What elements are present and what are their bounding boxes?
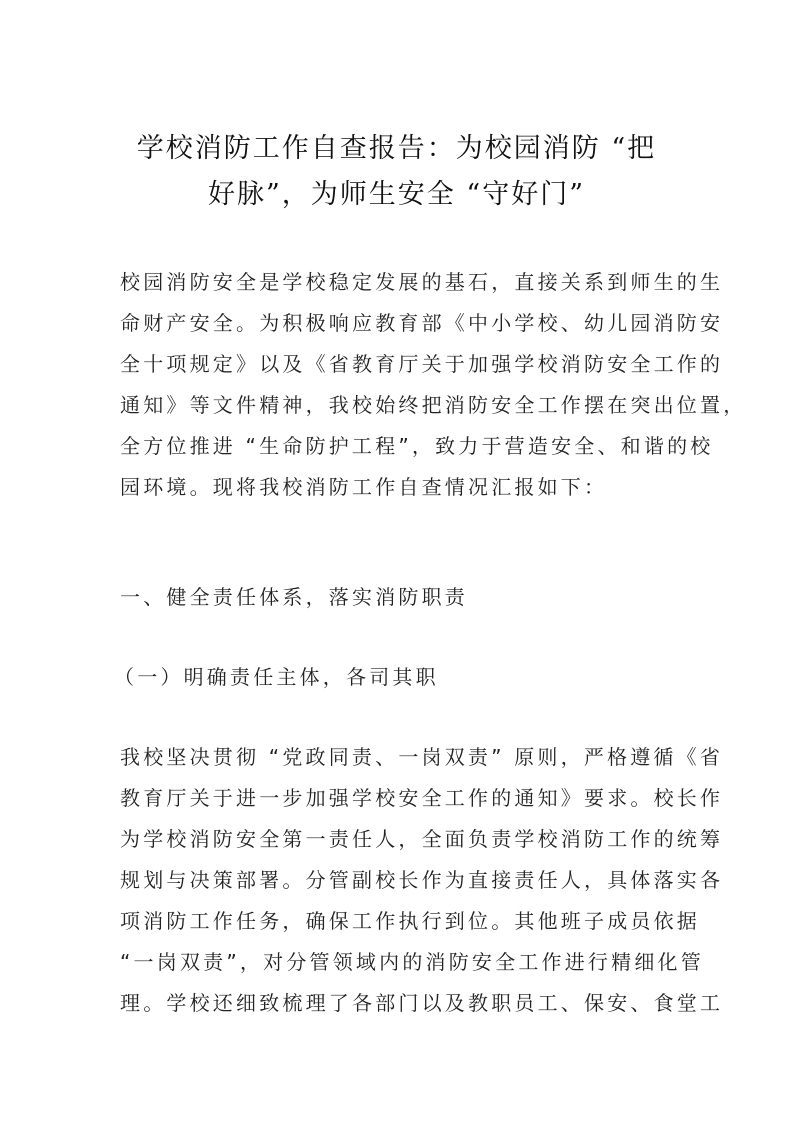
intro-paragraph <box>120 262 747 508</box>
paragraph-line: 我校坚决贯彻 “党政同责、一岗双责” 原则，严格遵循《省 <box>120 745 724 769</box>
paragraph-line: 校园消防安全是学校稳定发展的基石，直接关系到师生的生 <box>120 270 724 294</box>
paragraph-line: 理。学校还细致梳理了各部门以及教职员工、保安、食堂工 <box>120 991 724 1015</box>
document-title <box>100 126 693 218</box>
paragraph-line: 命财产安全。为积极响应教育部《中小学校、幼儿园消防安 <box>120 311 724 335</box>
paragraph-line: “一岗双责”，对分管领域内的消防安全工作进行精细化管 <box>120 950 704 974</box>
paragraph-line: 全十项规定》以及《省教育厅关于加强学校消防安全工作的 <box>120 352 724 376</box>
paragraph-line: 园环境。现将我校消防工作自查情况汇报如下： <box>120 475 608 499</box>
body-paragraph <box>120 737 724 1024</box>
paragraph-line: 全方位推进 “生命防护工程”，致力于营造安全、和谐的校 <box>120 434 714 458</box>
paragraph-line: 通知》等文件精神，我校始终把消防安全工作摆在突出位置， <box>120 393 747 417</box>
paragraph-line: 规划与决策部署。分管副校长作为直接责任人，具体落实各 <box>120 868 724 892</box>
paragraph-line: 为学校消防安全第一责任人，全面负责学校消防工作的统筹 <box>120 827 724 851</box>
section-heading: 一、健全责任体系，落实消防职责 <box>120 585 468 609</box>
paragraph-line: 项消防工作任务，确保工作执行到位。其他班子成员依据 <box>120 909 700 933</box>
title-line: 学校消防工作自查报告：为校园消防 “把 <box>136 133 657 164</box>
title-line: 好脉”，为师生安全 “守好门” <box>208 179 585 210</box>
paragraph-line: 教育厅关于进一步加强学校安全工作的通知》要求。校长作 <box>120 786 724 810</box>
subsection-heading: （一）明确责任主体，各司其职 <box>114 665 439 689</box>
